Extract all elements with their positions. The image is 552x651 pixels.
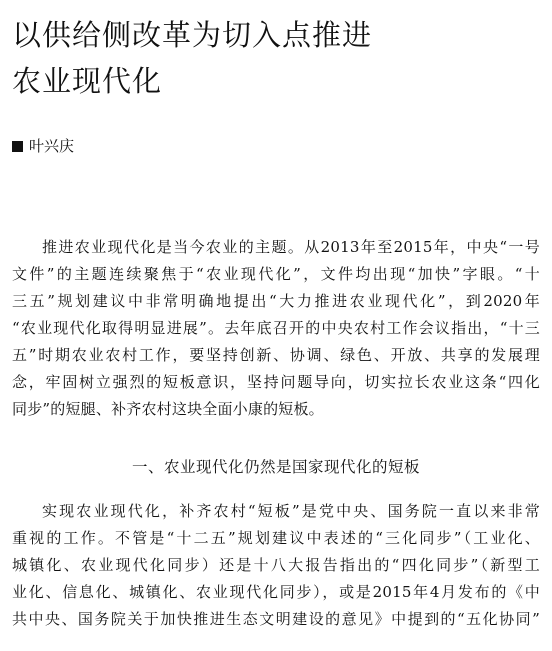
paragraph-line: 实现农业现代化，补齐农村“短板”是党中央、国务院一直以来非常: [42, 502, 540, 520]
paragraph-line: 推进农业现代化是当今农业的主题。从2013年至2015年，中央“一号: [42, 238, 540, 256]
section-heading: 一、农业现代化仍然是国家现代化的短板: [131, 458, 420, 476]
paragraph-line: 念，牢固树立强烈的短板意识，坚持问题导向，切实拉长农业这条“四化: [12, 373, 540, 391]
article-title: [12, 12, 532, 104]
paragraph-line: 城镇化、农业现代化同步）还是十八大报告指出的“四化同步”（新型工: [12, 556, 540, 574]
author-name: 叶兴庆: [29, 137, 75, 155]
paragraph-line: 业化、信息化、城镇化、农业现代化同步），或是2015年4月发布的《中: [12, 583, 540, 601]
paragraph-line: 文件”的主题连续聚焦于“农业现代化”，文件均出现“加快”字眼。“十: [12, 265, 540, 283]
paragraph-line: 三五”规划建议中非常明确地提出“大力推进农业现代化”，到2020年: [12, 292, 540, 310]
paragraph-line: “农业现代化取得明显进展”。去年底召开的中央农村工作会议指出，“十三: [12, 319, 540, 337]
paragraph-line: 共中央、国务院关于加快推进生态文明建设的意见》中提到的“五化协同”: [12, 610, 540, 628]
intro-paragraph: [12, 234, 540, 423]
paragraph-line: 五”时期农业农村工作，要坚持创新、协调、绿色、开放、共享的发展理: [12, 346, 540, 364]
section-paragraph: [12, 498, 540, 633]
article-title-line-1: 以供给侧改革为切入点推进: [12, 18, 373, 52]
paragraph-line: 重视的工作。不管是“十二五”规划建议中表述的“三化同步”（工业化、: [12, 529, 540, 547]
square-bullet-icon: [12, 141, 23, 152]
author-byline: [12, 136, 74, 156]
article-title-line-2: 农业现代化: [12, 64, 163, 98]
paragraph-line: 同步”的短腿、补齐农村这块全面小康的短板。: [12, 400, 324, 418]
